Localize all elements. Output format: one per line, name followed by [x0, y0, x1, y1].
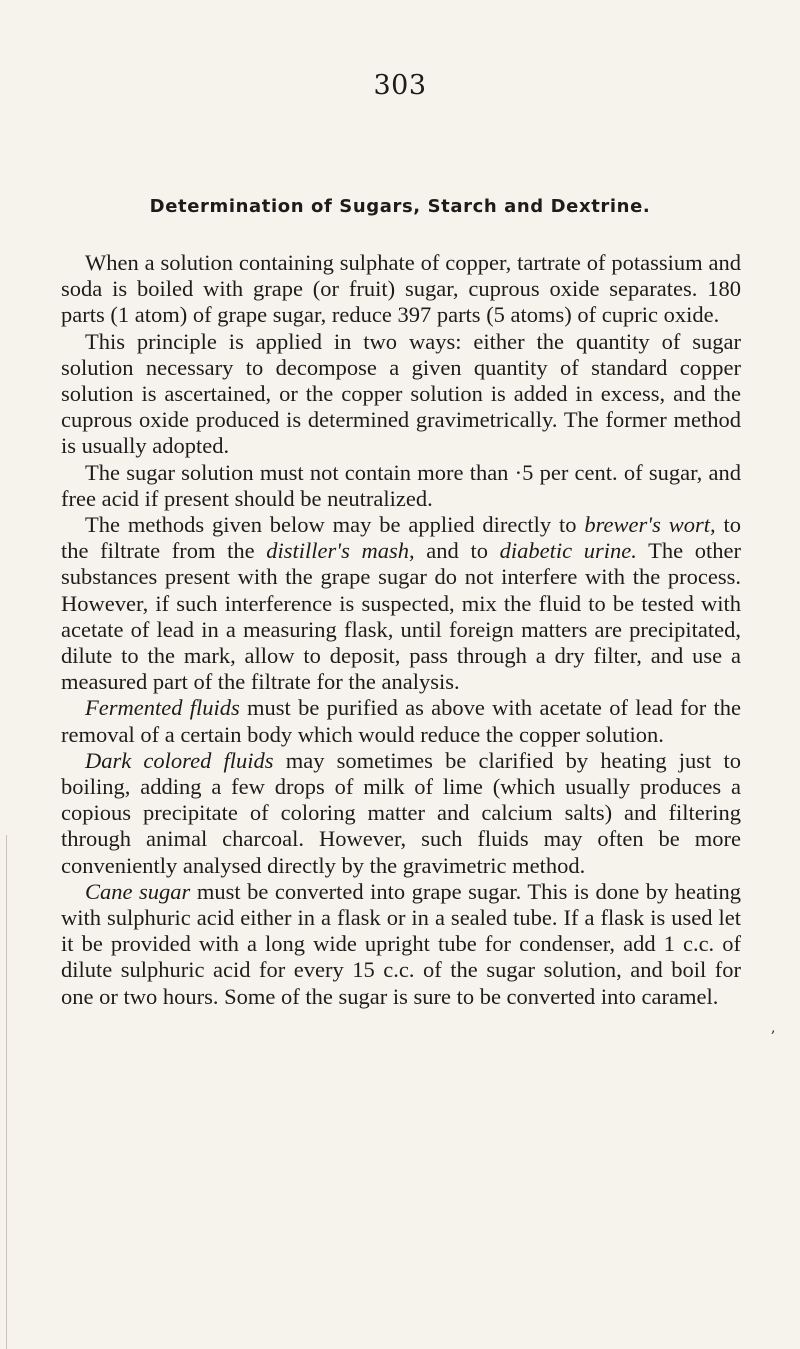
body-text — [61, 250, 741, 1010]
text-run: may sometimes be clarified by heating just to boiling, adding a few drops of milk of lime (which usually produces a copious precipitate of coloring matter and calcium salts) and filtering through animal charcoal. However, such fluids may often be more conveniently analysed directly by the gravimetric method. — [61, 747, 741, 878]
text-run: must be purified as above with acetate of lead for the removal of a certain body which would reduce the copper solution. — [61, 695, 741, 747]
italic-term: Fermented fluids — [85, 695, 240, 721]
paragraph — [61, 748, 741, 879]
paragraph — [61, 512, 741, 695]
italic-term: Cane sugar — [85, 878, 191, 904]
italic-term: Dark colored fluids — [85, 747, 274, 773]
text-run: and to — [414, 538, 500, 564]
text-run: to the filtrate from the — [61, 512, 741, 564]
page-edge-rule — [6, 835, 7, 1349]
text-run: The methods given below may be applied directly to — [85, 512, 585, 538]
paragraph — [61, 250, 741, 329]
text-run: must be converted into grape sugar. This is done by heating with sulphuric acid either in a flask or in a sealed tube. If a flask is used let it be provided with a long wide upright tube for condenser, add 1 c.c. of dilute sulphuric acid for every 15 c.c. of the sugar solution, and boil for one or two hours. Some of the sugar is sure to be converted into caramel. — [61, 878, 741, 1009]
paragraph — [61, 879, 741, 1010]
text-run: This principle is applied in two ways: either the quantity of sugar solution necessary to decompose a given quantity of standard copper solution is ascertained, or the copper solution is added in excess, and the cuprous oxide produced is determined gravimetrically. The former method is usually adopted. — [61, 328, 741, 459]
italic-term: distiller's mash, — [266, 538, 415, 564]
paragraph — [61, 329, 741, 460]
italic-term: diabetic urine. — [499, 538, 637, 564]
section-heading: Determination of Sugars, Starch and Dextrine. — [149, 196, 651, 217]
text-run: When a solution containing sulphate of copper, tartrate of potassium and soda is boiled with grape (or fruit) sugar, cuprous oxide separates. 180 parts (1 atom) of grape sugar, reduce 397 parts (5 atoms) of cupric oxide. — [61, 250, 741, 328]
page-number: 303 — [373, 70, 427, 101]
paragraph — [61, 460, 741, 512]
italic-term: brewer's wort, — [584, 512, 716, 538]
stray-ink-mark: , — [771, 1020, 776, 1036]
text-run: The sugar solution must not contain more than ·5 per cent. of sugar, and free acid if present should be neutralized. — [61, 459, 741, 511]
text-run: The other substances present with the grape sugar do not interfere with the process. However, if such interference is suspected, mix the fluid to be tested with acetate of lead in a measuring flask, until foreign matters are precipitated, dilute to the mark, allow to deposit, pass through a dry filter, and use a measured part of the filtrate for the analysis. — [61, 538, 741, 695]
paragraph — [61, 695, 741, 747]
